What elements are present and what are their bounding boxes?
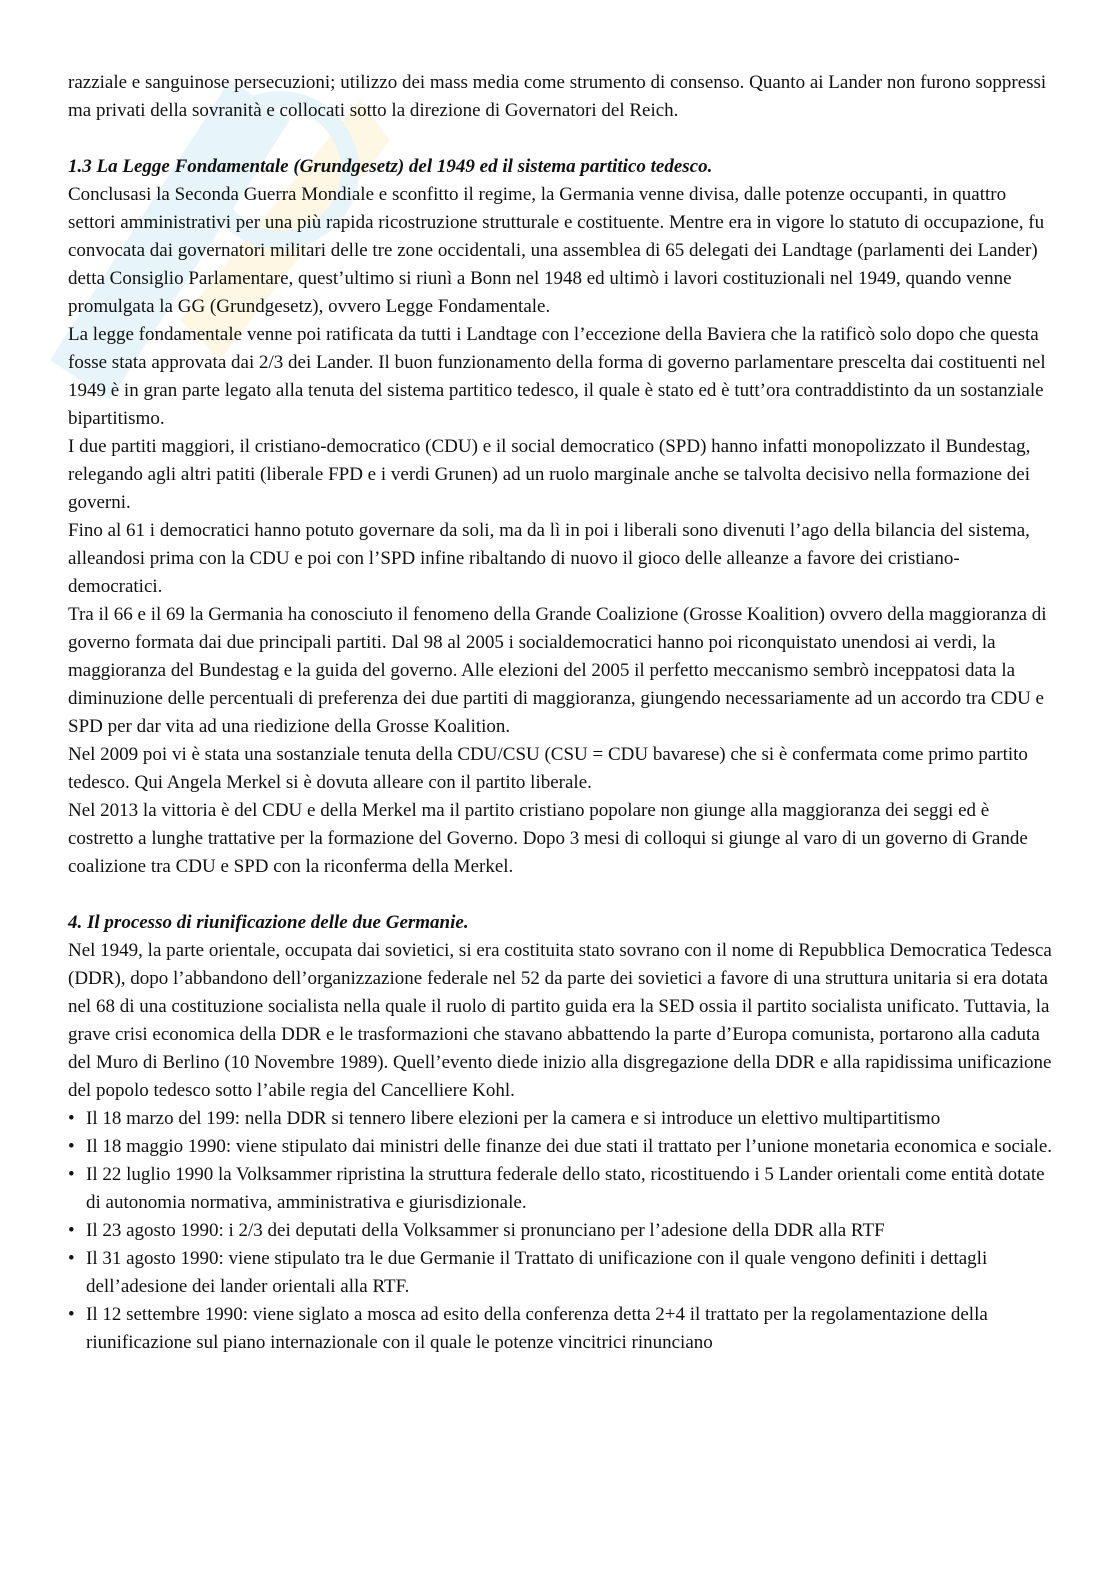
paragraph: La legge fondamentale venne poi ratificata da tutti i Landtage con l’eccezione della Baviera che la ratificò solo dopo che questa fosse stata approvata dai 2/3 dei Lander. Il buon funzionamento della forma di governo parlamentare prescelta dai costituenti nel 1949 è in gran parte legato alla tenuta del sistema partitico tedesco, il quale è stato ed è tutt’ora contraddistinto da un sostanziale bipartitismo.	[68, 324, 1046, 429]
list-item: • Il 18 maggio 1990: viene stipulato dai ministri delle finanze dei due stati il trattato per l’unione monetaria economica e sociale.	[68, 1133, 1053, 1161]
list-item: • Il 22 luglio 1990 la Volksammer ripristina la struttura federale dello stato, ricostituendo i 5 Lander orientali come entità dotate di autonomia normativa, amministrativa e giurisdizionale.	[68, 1161, 1053, 1217]
document-page	[68, 69, 1053, 1357]
bullet-icon: •	[68, 1248, 75, 1269]
timeline-list	[68, 1105, 1053, 1357]
section-heading-4: 4. Il processo di riunificazione delle due Germanie.	[68, 912, 469, 933]
paragraph: Nel 2009 poi vi è stata una sostanziale tenuta della CDU/CSU (CSU = CDU bavarese) che si è confermata come primo partito tedesco. Qui Angela Merkel si è dovuta alleare con il partito liberale.	[68, 744, 1028, 793]
paragraph: Conclusasi la Seconda Guerra Mondiale e sconfitto il regime, la Germania venne divisa, dalle potenze occupanti, in quattro settori amministrativi per una più rapida ricostruzione strutturale e costituente. Mentre era in vigore lo statuto di occupazione, fu convocata dai governatori militari delle tre zone occidentali, una assemblea di 65 delegati dei Landtage (parlamenti dei Lander) detta Consiglio Parlamentare, quest’ultimo si riunì a Bonn nel 1948 ed ultimò i lavori costituzionali nel 1949, quando venne promulgata la GG (Grundgesetz), ovvero Legge Fondamentale.	[68, 184, 1045, 317]
paragraph: I due partiti maggiori, il cristiano-democratico (CDU) e il social democratico (SPD) hanno infatti monopolizzato il Bundestag, relegando agli altri patiti (liberale FPD e i verdi Grunen) ad un ruolo marginale anche se talvolta decisivo nella formazione dei governi.	[68, 436, 1031, 513]
bullet-icon: •	[68, 1164, 75, 1185]
paragraph: Tra il 66 e il 69 la Germania ha conosciuto il fenomeno della Grande Coalizione (Grosse Koalition) ovvero della maggioranza di governo formata dai due principali partiti. Dal 98 al 2005 i socialdemocratici hanno poi riconquistato unendosi ai verdi, la maggioranza del Bundestag e la guida del governo. Alle elezioni del 2005 il perfetto meccanismo sembrò inceppatosi data la diminuzione delle percentuali di preferenza dei due partiti di maggioranza, giungendo necessariamente ad un accordo tra CDU e SPD per dar vita ad una riedizione della Grosse Koalition.	[68, 604, 1047, 737]
list-item: • Il 23 agosto 1990: i 2/3 dei deputati della Volksammer si pronunciano per l’adesione della DDR alla RTF	[68, 1217, 1053, 1245]
bullet-icon: •	[68, 1108, 75, 1129]
intro-paragraph: razziale e sanguinose persecuzioni; utilizzo dei mass media come strumento di consenso. Quanto ai Lander non furono soppressi ma privati della sovranità e collocati sotto la direzione di Governatori del Reich.	[68, 72, 1047, 121]
bullet-icon: •	[68, 1220, 75, 1241]
section-heading-1-3: 1.3 La Legge Fondamentale (Grundgesetz) del 1949 ed il sistema partitico tedesco.	[68, 156, 713, 177]
list-item: • Il 18 marzo del 199: nella DDR si tennero libere elezioni per la camera e si introduce un elettivo multipartitismo	[68, 1105, 1053, 1133]
bullet-icon: •	[68, 1304, 75, 1325]
paragraph: Fino al 61 i democratici hanno potuto governare da soli, ma da lì in poi i liberali sono divenuti l’ago della bilancia del sistema, alleandosi prima con la CDU e poi con l’SPD infine ribaltando di nuovo il gioco delle alleanze a favore dei cristiano-democratici.	[68, 520, 1030, 597]
paragraph: Nel 1949, la parte orientale, occupata dai sovietici, si era costituita stato sovrano con il nome di Repubblica Democratica Tedesca (DDR), dopo l’abbandono dell’organizzazione federale nel 52 da parte dei sovietici a favore di una struttura unitaria si era dotata nel 68 di una costituzione socialista nella quale il ruolo di partito guida era la SED ossia il partito socialista unificato. Tuttavia, la grave crisi economica della DDR e le trasformazioni che stavano abbattendo la parte d’Europa comunista, portarono alla caduta del Muro di Berlino (10 Novembre 1989). Quell’evento diede inizio alla disgregazione della DDR e alla rapidissima unificazione del popolo tedesco sotto l’abile regia del Cancelliere Kohl.	[68, 940, 1052, 1101]
list-item: • Il 12 settembre 1990: viene siglato a mosca ad esito della conferenza detta 2+4 il trattato per la regolamentazione della riunificazione sul piano internazionale con il quale le potenze vincitrici rinunciano	[68, 1301, 1053, 1357]
list-item: • Il 31 agosto 1990: viene stipulato tra le due Germanie il Trattato di unificazione con il quale vengono definiti i dettagli dell’adesione dei lander orientali alla RTF.	[68, 1245, 1053, 1301]
paragraph: Nel 2013 la vittoria è del CDU e della Merkel ma il partito cristiano popolare non giunge alla maggioranza dei seggi ed è costretto a lunghe trattative per la formazione del Governo. Dopo 3 mesi di colloqui si giunge al varo di un governo di Grande coalizione tra CDU e SPD con la riconferma della Merkel.	[68, 800, 1028, 877]
bullet-icon: •	[68, 1136, 75, 1157]
